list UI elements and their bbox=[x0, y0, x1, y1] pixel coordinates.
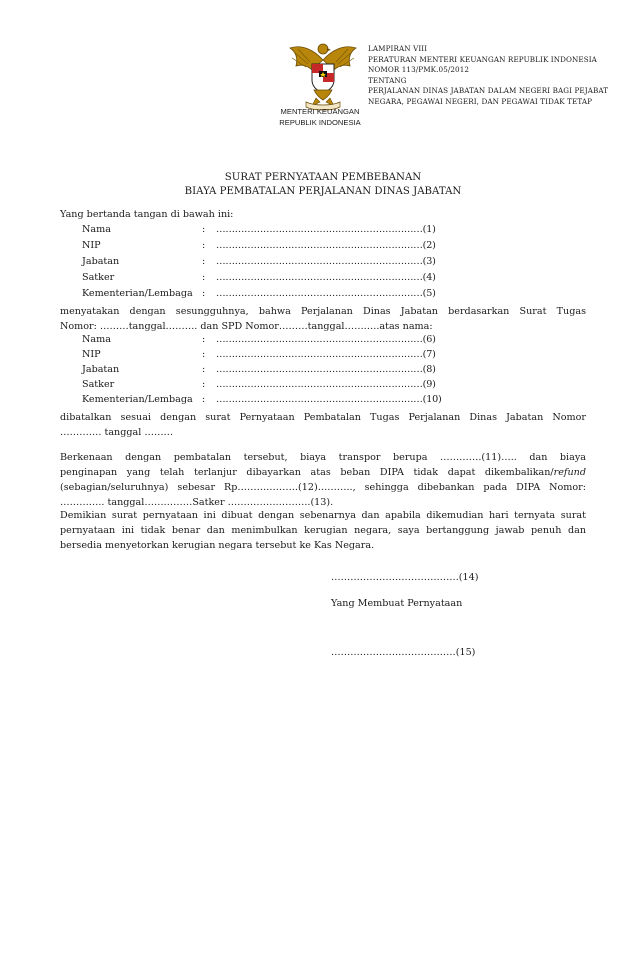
cancellation-paragraph bbox=[60, 410, 586, 440]
field-label: Nama bbox=[82, 334, 111, 345]
field-label: Satker bbox=[82, 272, 115, 283]
field-blank: …………………………………………………………(3) bbox=[216, 256, 436, 267]
cost-line-text: penginapan yang telah terlanjur dibayarkan atas beban DIPA tidak dapat dikembalikan/ bbox=[60, 467, 554, 478]
field-label: Nama bbox=[82, 224, 111, 235]
lampiran-line: NOMOR 113/PMK.05/2012 bbox=[368, 65, 470, 75]
field-blank: …………………………………………………………(4) bbox=[216, 272, 436, 283]
ministry-line2: REPUBLIK INDONESIA bbox=[279, 118, 361, 127]
field-colon: : bbox=[202, 288, 206, 299]
cancellation-line: dibatalkan sesuai dengan surat Pernyataan Pembatalan Tugas Perjalanan Dinas Jabatan Nomor bbox=[60, 412, 586, 423]
field-colon: : bbox=[202, 349, 206, 360]
closing-line: pernyataan ini tidak benar dan menimbulkan kerugian negara, saya bertanggung jawab penuh dan bbox=[60, 525, 586, 536]
statement-line: Nomor: ………tanggal………. dan SPD Nomor………tanggal………..atas nama: bbox=[60, 321, 433, 332]
lampiran-line: LAMPIRAN VIII bbox=[368, 44, 428, 53]
field-colon: : bbox=[202, 240, 206, 251]
cost-line bbox=[60, 465, 586, 480]
signature-role: Yang Membuat Pernyataan bbox=[331, 598, 463, 609]
signer-field-kementerian bbox=[82, 286, 512, 301]
field-blank: …………………………………………………………(2) bbox=[216, 240, 436, 251]
intro-text: Yang bertanda tangan di bawah ini: bbox=[60, 209, 234, 220]
field-blank: …………………………………………………………(1) bbox=[216, 224, 436, 235]
statement-line: menyatakan dengan sesungguhnya, bahwa Perjalanan Dinas Jabatan berdasarkan Surat Tugas bbox=[60, 306, 586, 317]
signer-field-nip bbox=[82, 238, 512, 253]
traveler-field-nip bbox=[82, 347, 512, 362]
field-label: Jabatan bbox=[82, 364, 120, 375]
ministry-heading bbox=[240, 106, 400, 128]
field-label: Kementerian/Lembaga bbox=[82, 394, 193, 405]
cancellation-line: …………. tanggal ……… bbox=[60, 427, 174, 438]
signature-name: …………………………………(15) bbox=[331, 647, 476, 658]
garuda-emblem-icon bbox=[284, 40, 362, 112]
field-colon: : bbox=[202, 224, 206, 235]
signer-field-jabatan bbox=[82, 254, 512, 269]
closing-line: Demikian surat pernyataan ini dibuat dengan sebenarnya dan apabila dikemudian hari ternyata surat bbox=[60, 510, 586, 521]
lampiran-line: PERATURAN MENTERI KEUANGAN REPUBLIK INDONESIA bbox=[368, 54, 597, 64]
field-colon: : bbox=[202, 379, 206, 390]
signer-field-nama bbox=[82, 222, 512, 237]
lampiran-line: NEGARA, PEGAWAI NEGERI, DAN PEGAWAI TIDAK TETAP bbox=[368, 96, 593, 106]
signer-field-satker bbox=[82, 270, 512, 285]
field-label: Kementerian/Lembaga bbox=[82, 288, 193, 299]
field-blank: …………………………………………………………(10) bbox=[216, 394, 442, 405]
lampiran-line: PERJALANAN DINAS JABATAN DALAM NEGERI BAGI PEJABAT bbox=[368, 86, 609, 96]
signature-place-date: ………………………………….(14) bbox=[331, 572, 479, 583]
lampiran-block bbox=[368, 44, 630, 108]
field-label: NIP bbox=[82, 240, 101, 251]
field-colon: : bbox=[202, 272, 206, 283]
document-title: SURAT PERNYATAAN PEMBEBANAN bbox=[224, 172, 422, 183]
field-blank: …………………………………………………………(5) bbox=[216, 288, 436, 299]
cost-line: Berkenaan dengan pembatalan tersebut, biaya transpor berupa ………….(11)….. dan biaya bbox=[60, 452, 586, 463]
closing-paragraph bbox=[60, 508, 586, 553]
lampiran-line: TENTANG bbox=[368, 75, 407, 85]
ministry-line1: MENTERI KEUANGAN bbox=[280, 107, 360, 116]
document-subtitle: BIAYA PEMBATALAN PERJALANAN DINAS JABATAN bbox=[184, 186, 462, 197]
traveler-field-satker bbox=[82, 377, 512, 392]
closing-line: bersedia menyetorkan kerugian negara tersebut ke Kas Negara. bbox=[60, 540, 375, 551]
cost-line: (sebagian/seluruhnya) sebesar Rp……………….(12)……….., sehingga dibebankan pada DIPA Nomor: bbox=[60, 482, 586, 493]
field-colon: : bbox=[202, 334, 206, 345]
field-label: NIP bbox=[82, 349, 101, 360]
field-colon: : bbox=[202, 256, 206, 267]
cost-paragraph bbox=[60, 450, 586, 510]
refund-italic: refund bbox=[553, 467, 586, 478]
traveler-field-jabatan bbox=[82, 362, 512, 377]
field-blank: …………………………………………………………(9) bbox=[216, 379, 436, 390]
field-label: Satker bbox=[82, 379, 115, 390]
traveler-field-kementerian bbox=[82, 392, 512, 407]
field-blank: …………………………………………………………(7) bbox=[216, 349, 436, 360]
field-blank: …………………………………………………………(6) bbox=[216, 334, 436, 345]
field-colon: : bbox=[202, 394, 206, 405]
field-colon: : bbox=[202, 364, 206, 375]
field-blank: …………………………………………………………(8) bbox=[216, 364, 436, 375]
field-label: Jabatan bbox=[82, 256, 120, 267]
cost-line: ………….. tanggal……………Satker ……………………..(13). bbox=[60, 497, 334, 508]
traveler-field-nama bbox=[82, 332, 512, 347]
statement-paragraph bbox=[60, 304, 586, 334]
